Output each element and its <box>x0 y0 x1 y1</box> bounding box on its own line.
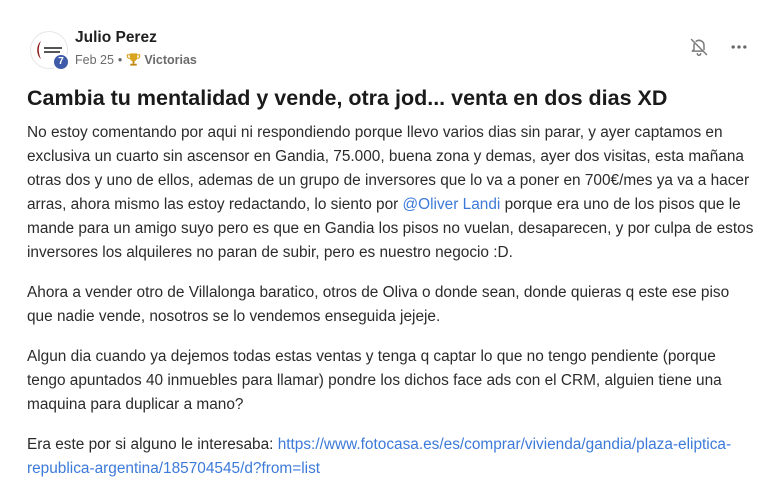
paragraph-1 <box>27 121 757 265</box>
paragraph-3: Algun dia cuando ya dejemos todas estas ventas y tenga q captar lo que no tengo pendiente (porque tengo apuntados 40 inmuebles para llamar) pondre los dichos face ads con el CRM, alguien tiene una maquina para duplicar a mano? <box>27 348 722 413</box>
paragraph-4-text: Era este por si alguno le interesaba: <box>27 436 278 453</box>
mention-link[interactable]: @Oliver Landi <box>402 196 501 213</box>
post-actions <box>688 36 750 58</box>
post-meta <box>75 52 197 67</box>
paragraph-2: Ahora a vender otro de Villalonga baratico, otros de Oliva o donde sean, donde quieras q este ese piso que nadie vende, nosotros se lo vendemos enseguida jejeje. <box>27 284 730 325</box>
post-body <box>27 121 757 494</box>
listing-url-link[interactable]: https://www.fotocasa.es/es/comprar/vivienda/gandia/plaza-eliptica-republica-argentina/185704545/d?from=list <box>27 436 732 477</box>
level-badge: 7 <box>52 53 70 71</box>
bell-off-icon[interactable] <box>688 36 710 58</box>
paragraph-4 <box>27 433 757 481</box>
post-title: Cambia tu mentalidad y vende, otra jod... venta en dos dias XD <box>27 86 668 110</box>
author-avatar-wrap[interactable] <box>30 31 70 71</box>
paragraph-1-text-b: porque era uno de los pisos que le mande para un amigo suyo pero es que en Gandia los pisos no vuelan, desaparecen, y por culpa de estos inversores los alquileres no paran de subir, pero es nuestro negocio :D. <box>27 196 754 261</box>
post-date[interactable]: Feb 25 <box>75 52 114 67</box>
author-name[interactable]: Julio Perez <box>75 29 157 46</box>
paragraph-1-text-a: No estoy comentando por aqui ni respondiendo porque llevo varios dias sin parar, y ayer captamos en exclusiva un cuarto sin ascensor en Gandia, 75.000, buena zona y demas, ayer dos visitas, esta mañana otras dos y uno de ellos, ademas de un grupo de inversores que lo va a poner en 700€/mes ya va a hacer arras, ahora mismo las estoy redactando, lo siento por <box>27 124 750 213</box>
more-horizontal-icon[interactable] <box>728 36 750 58</box>
trophy-icon <box>126 52 141 67</box>
post-category[interactable]: Victorias <box>144 52 197 67</box>
post-header <box>30 28 750 72</box>
meta-separator: • <box>117 52 123 67</box>
